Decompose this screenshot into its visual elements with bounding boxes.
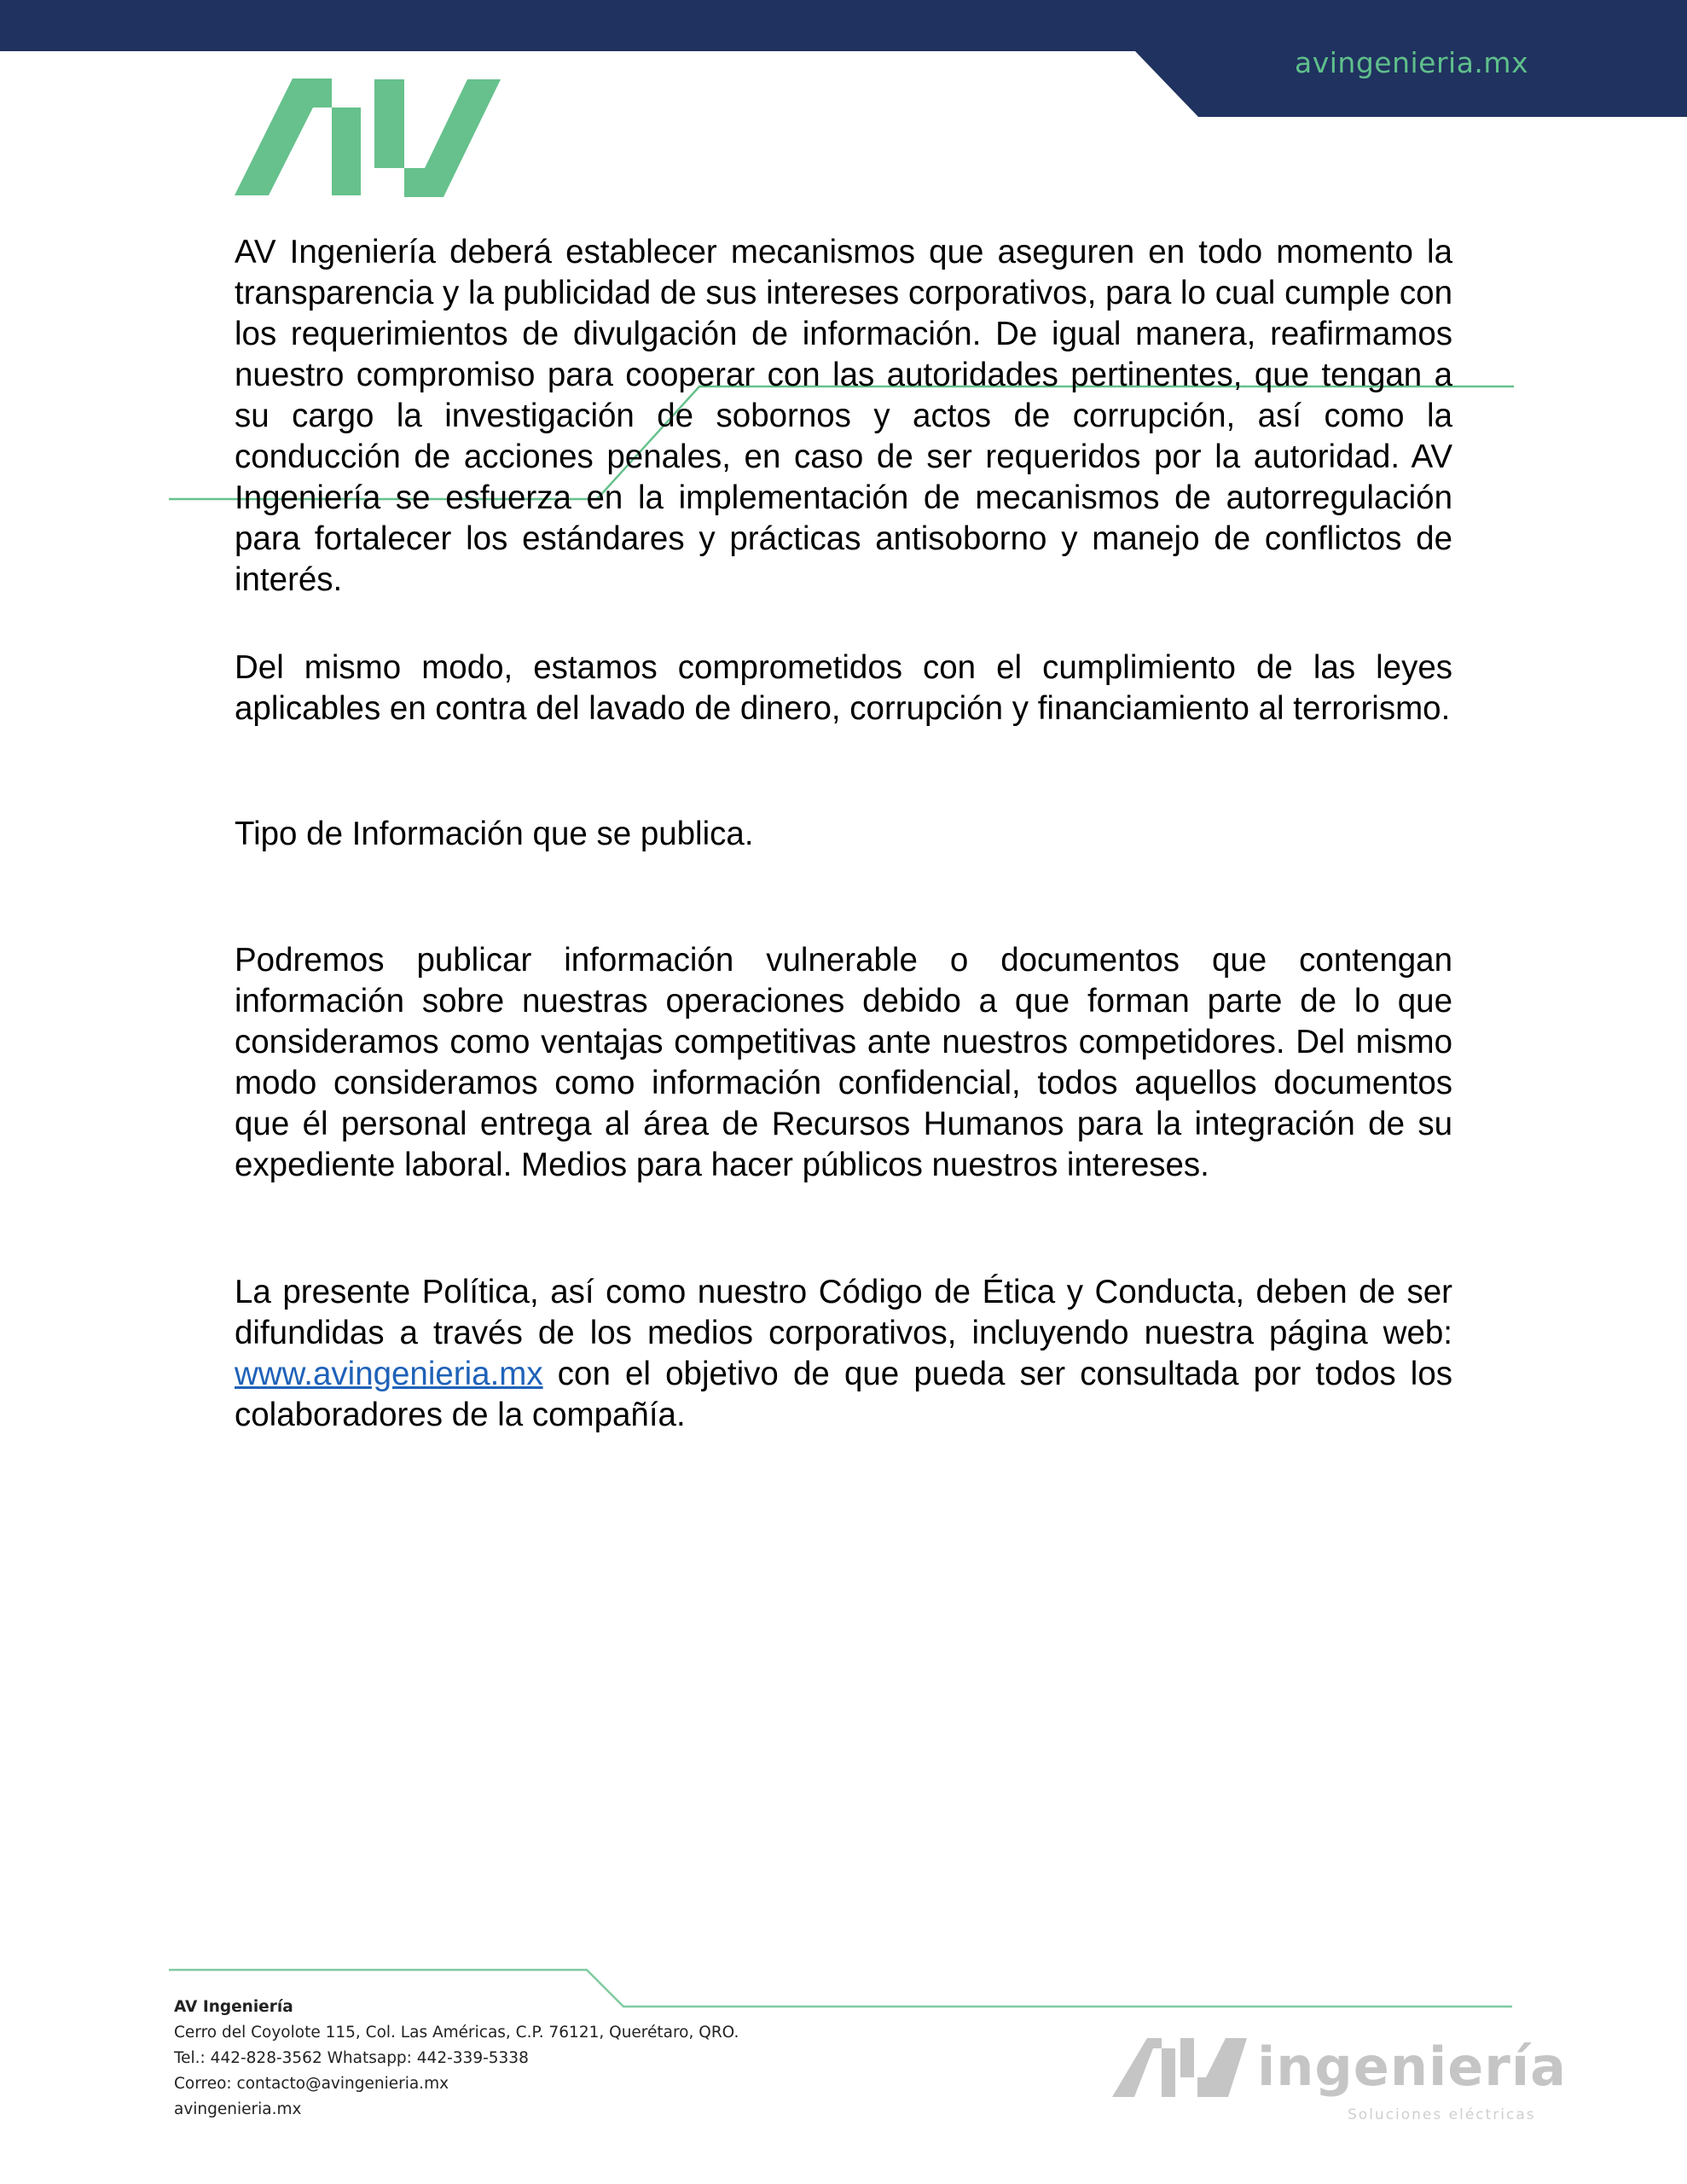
paragraph-text: Podremos publicar información vulnerable o documentos que contengan información sobre nuestras operaciones debido a que forman parte de lo que consideramos como ventajas competitivas ante nuestros competidores. Del mismo modo consideramos como información confidencial, todos aquellos documentos que él personal entrega al área de Recursos Humanos para la integración de su expediente laboral. Medios para hacer públicos nuestros intereses. — [235, 942, 1452, 1183]
logo-a-slash — [235, 78, 332, 195]
paragraph-compliance — [235, 648, 1452, 729]
heading-text: Tipo de Información que se publica. — [235, 816, 754, 852]
paragraph-text — [235, 1272, 1452, 1436]
footer-logo-word: ingeniería — [1257, 2036, 1567, 2098]
text-before-link: La presente Política, así como nuestro Código de Ética y Conducta, deben de ser difundidas a través de los medios corporativos, incluyendo nuestra página web: — [235, 1274, 1452, 1351]
paragraph-text: AV Ingeniería deberá establecer mecanismos que aseguren en todo momento la transparencia y la publicidad de sus intereses corporativos, para lo cual cumple con los requerimientos de divulgación de información. De igual manera, reafirmamos nuestro compromiso para cooperar con las autoridades pertinentes, que tengan a su cargo la investigación de sobornos y actos de corrupción, así como la conducción de acciones penales, en caso de ser requeridos por la autoridad. AV Ingeniería se esfuerza en la implementación de mecanismos de autorregulación para fortalecer los estándares y prácticas antisoborno y manejo de conflictos de interés. — [235, 234, 1452, 598]
footer-logo-tagline: Soluciones eléctricas — [1348, 2106, 1536, 2123]
paragraph-policy-diffusion — [235, 1272, 1452, 1436]
av-logo — [0, 0, 597, 222]
paragraph-transparency — [235, 232, 1452, 601]
footer-company: AV Ingeniería — [174, 1998, 293, 2016]
logo-v-bar — [374, 79, 404, 168]
paragraph-text: Del mismo modo, estamos comprometidos con el cumplimiento de las leyes aplicables en contra del lavado de dinero, corrupción y financiamiento al terrorismo. — [235, 649, 1452, 727]
footer-address: Cerro del Coyolote 115, Col. Las Américas, C.P. 76121, Querétaro, QRO. — [174, 2024, 739, 2042]
logo-v-slash — [404, 79, 501, 197]
footer-site: avingenieria.mx — [174, 2100, 302, 2118]
text-after-link: con el objetivo de que pueda ser consultada por todos los colaboradores de la compañía. — [235, 1356, 1452, 1433]
footer-email: Correo: contacto@avingenieria.mx — [174, 2075, 449, 2093]
header-website: avingenieria.mx — [1295, 46, 1529, 79]
website-link[interactable]: www.avingenieria.mx — [235, 1356, 543, 1392]
section-heading-info-type — [235, 814, 1452, 855]
logo-a-bar — [332, 107, 361, 195]
paragraph-info-published — [235, 940, 1452, 1186]
footer-phones: Tel.: 442-828-3562 Whatsapp: 442-339-5338 — [174, 2049, 529, 2067]
footer-contact — [174, 1995, 739, 2123]
